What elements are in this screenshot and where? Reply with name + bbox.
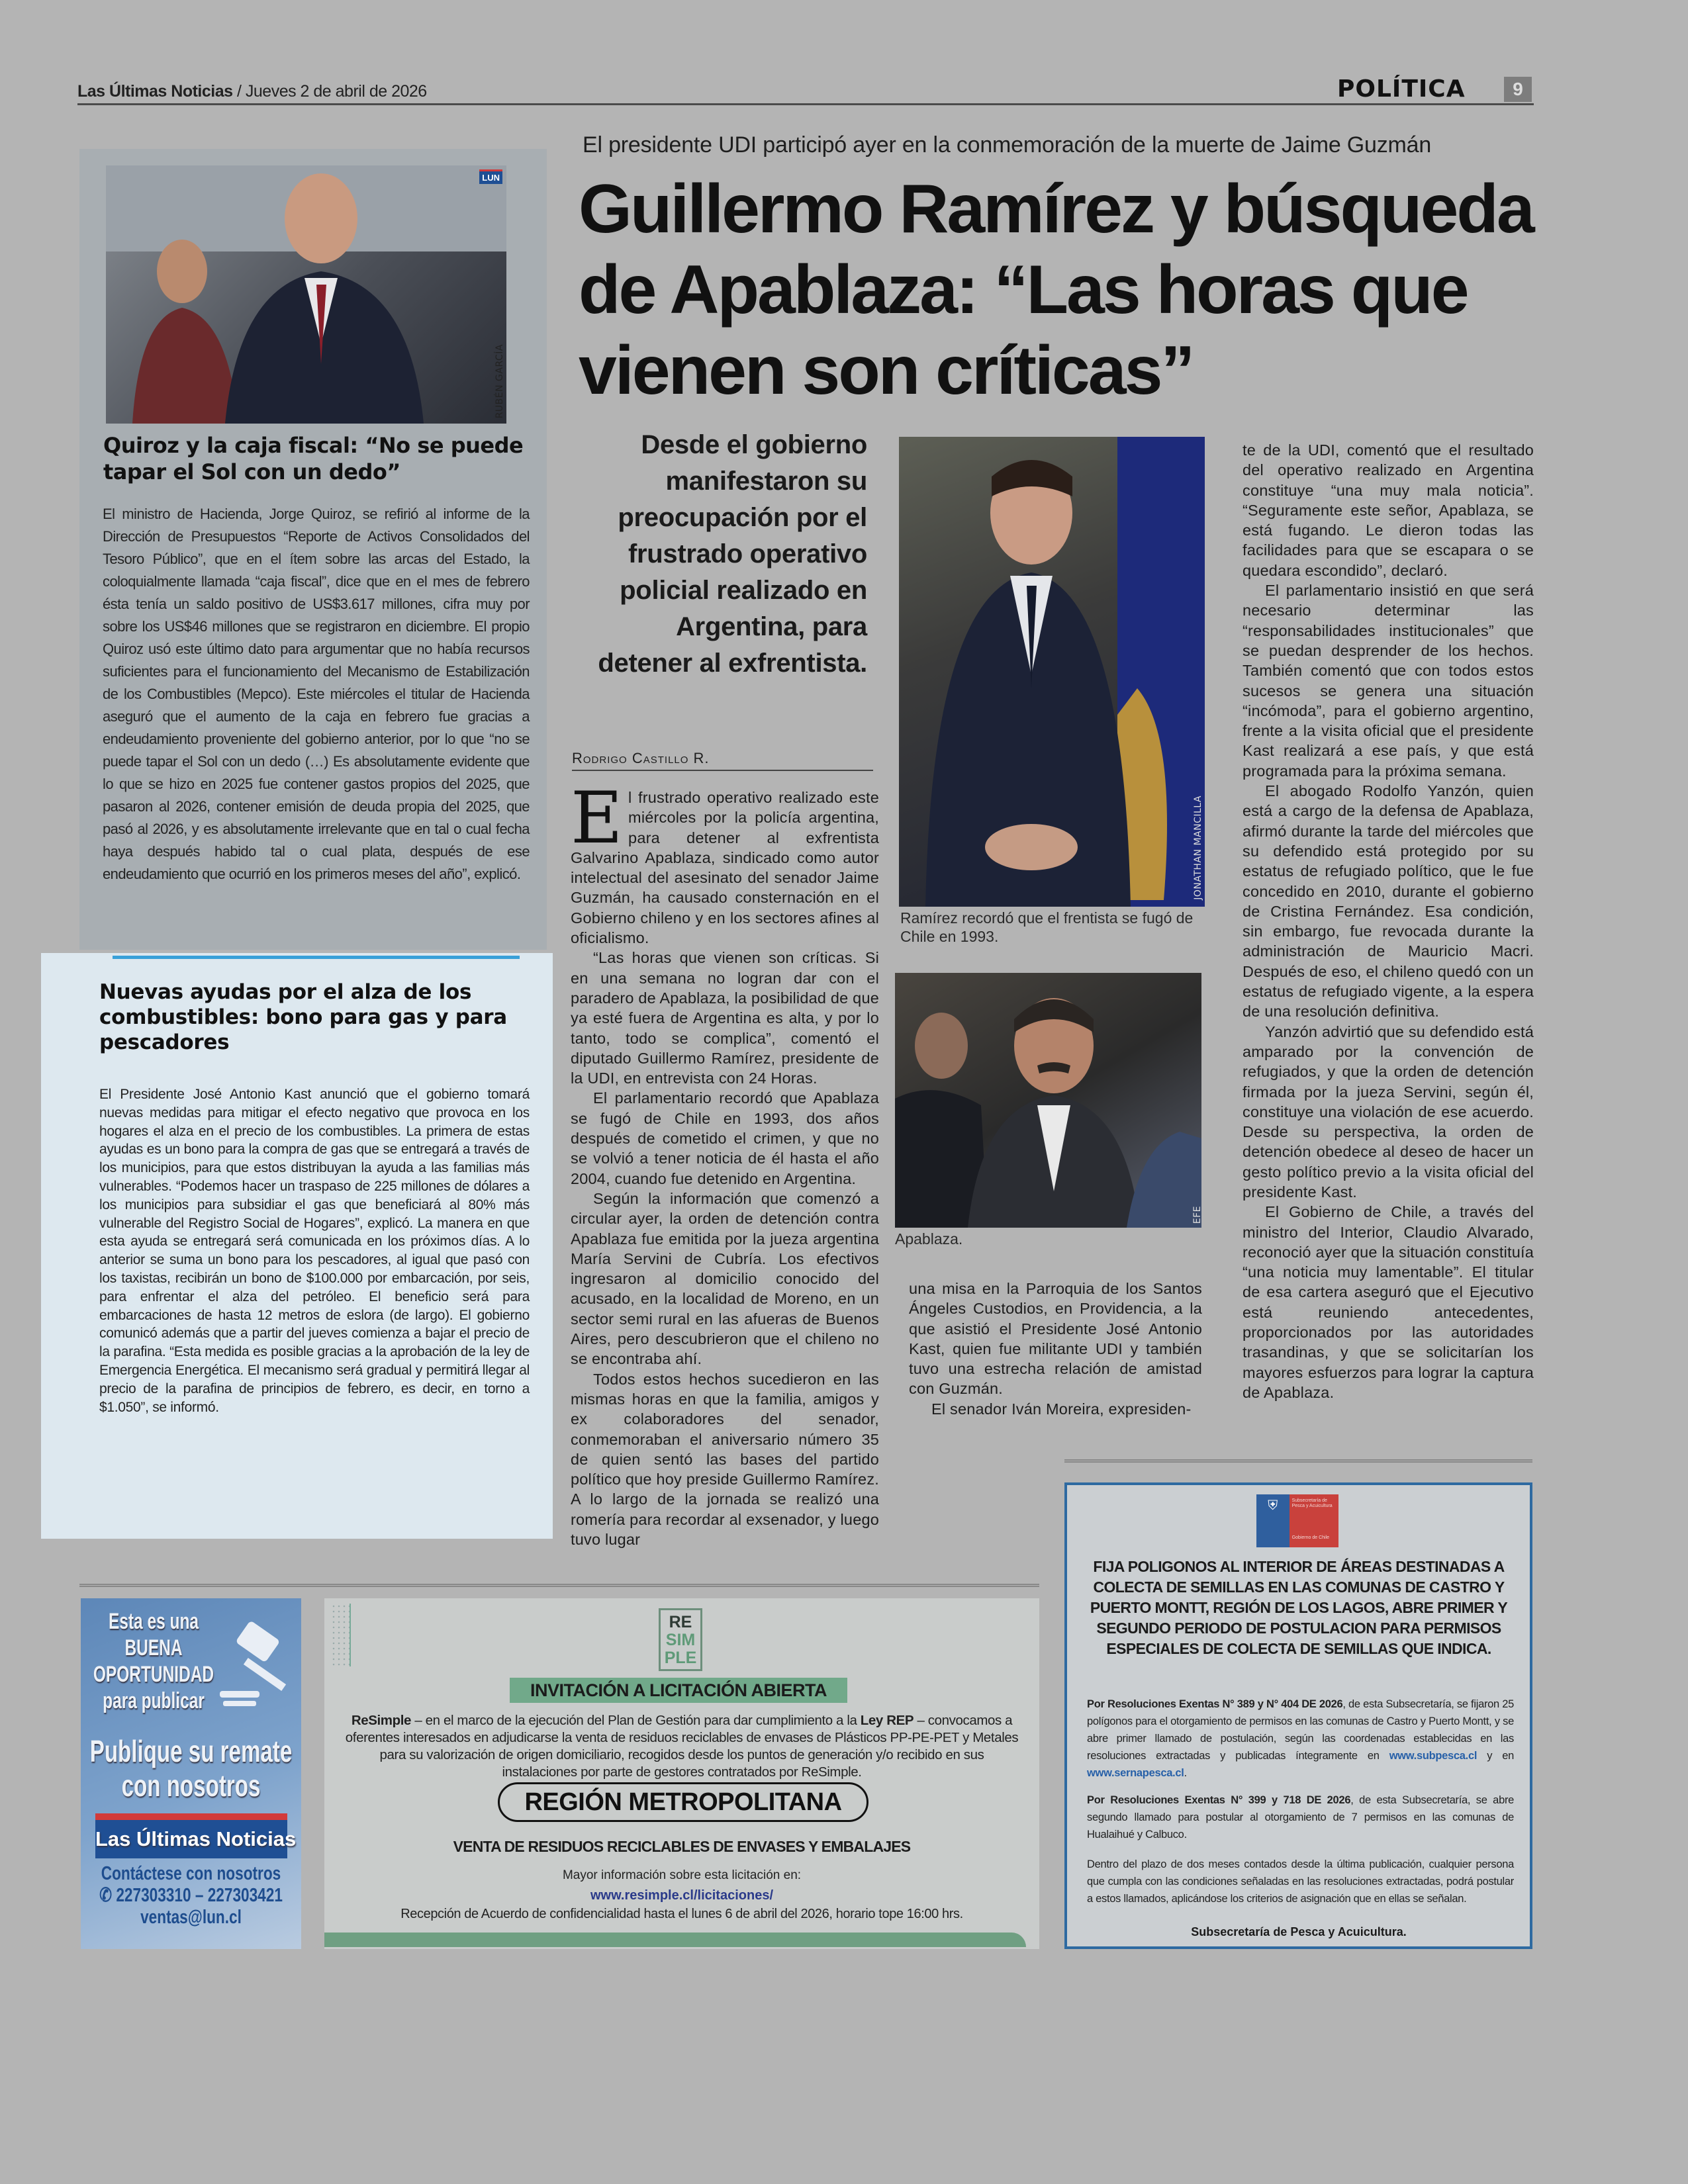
law-name: Ley REP [860, 1713, 914, 1728]
page-number: 9 [1504, 77, 1532, 102]
ad-line: para publicar [103, 1688, 205, 1713]
body-text: – convocamos a oferentes interesados en adjudicarse la venta de residuos reciclables de envases de Plásticos PP-PE-PET y Metales para su valorización de origen domiciliario, recogidos desde los puntos de generación y/o recibido en sus instalaciones por parte de gestores contratados por ReSimple. [345, 1713, 1019, 1780]
photo-credit: RUBÉN GARCÍA [494, 343, 505, 418]
sidebar-title: Quiroz y la caja fiscal: “No se puede tapar el Sol con un dedo” [103, 433, 524, 484]
article-paragraph: El parlamentario insistió en que será necesario determinar las “responsabilidades institucionales” que se puedan desprender de los hechos. También comentó que con todos estos sucesos se genera una situación “incómoda”, para el gobierno argentino, frente a la visita oficial que el presidente Kast realizará a ese país, y que está programada para la próxima semana. [1243, 582, 1534, 780]
paragraph-text: l frustrado operativo realizado este miércoles por la policía argentina, para detener al exfrentista Galvarino Apablaza, sindicado como autor intelectual del asesinato del senador Jaime Guzmán, ha causado consternación en el Gobierno chileno y en los sectores afines al oficialismo. [571, 789, 879, 947]
lun-brand-bar: Las Últimas Noticias [95, 1813, 287, 1858]
article-column-2 [909, 1279, 1202, 1419]
paragraph-text: , de esta Subsecretaría, se fijaron 25 polígonos para el otorgamiento de permisos en las comunas de Castro y Puerto Montt, y se abre primer llamado de postulación, según las coordenadas establecidas en las resoluciones extractadas y publicadas íntegramente en [1087, 1698, 1514, 1762]
article-paragraph: “Las horas que vienen son críticas. Si en una semana no logran dar con el paradero de Apablaza, la posibilidad de que ya esté fuera de Argentina es alta, y por lo tanto, todo se complica”, comentó el diputado Guillermo Ramírez, presidente de la UDI, en entrevista con 24 Horas. [571, 949, 879, 1087]
ad-copy [68, 1608, 240, 1714]
phone-icon: ✆ [99, 1885, 113, 1906]
logo-text: SIM [665, 1631, 696, 1649]
quiroz-photo-illustration [106, 165, 506, 424]
article-paragraph: El senador Iván Moreira, expresiden- [931, 1400, 1192, 1418]
logo-text: RE [669, 1613, 692, 1631]
article-byline: Rodrigo Castillo R. [572, 750, 873, 771]
drop-cap: E [571, 777, 624, 860]
logo-footer: Gobierno de Chile [1291, 1535, 1330, 1540]
photo-credit: JONATHAN MANCILLA [1193, 796, 1203, 900]
photo-caption: Apablaza. [895, 1230, 963, 1248]
contact-phones [82, 1885, 301, 1907]
logo-text: PLE [664, 1649, 697, 1667]
article-paragraph: El abogado Rodolfo Yanzón, quien está a cargo de la defensa de Apablaza, afirmó durante la tarde del miércoles que su defendido está protegido por su estatus de refugiado político, que le fue concedido en 2010, durante el gobierno de Cristina Fernández. Esa condición, sin embargo, fue revocada durante la administración de Mauricio Macri. Después de eso, el chileno quedó con un estatus de refugiado vigente, a la espera de una resolución definitiva. [1243, 782, 1534, 1021]
sidebar-combustibles [41, 953, 553, 1539]
more-info-label: Mayor información sobre esta licitación en: [562, 1868, 802, 1882]
paragraph-text: . [1184, 1767, 1187, 1779]
article-paragraph: Todos estos hechos sucedieron en las mismas horas en que la familia, amigos y ex colaboradores del senador, conmemoraban el aniversario número 35 de quien sentó las bases del partido político que hoy preside Guillermo Ramírez. A lo largo de la jornada se realizó una romería para recordar al exsenador, y luego tuvo lugar [571, 1370, 879, 1548]
ramirez-photo [899, 437, 1205, 907]
contact-email[interactable]: ventas@lun.cl [140, 1907, 242, 1928]
tender-banner: INVITACIÓN A LICITACIÓN ABIERTA [510, 1678, 847, 1703]
ramirez-photo-illustration [899, 437, 1205, 907]
notice-signature: Subsecretaría de Pesca y Acuicultura. [1191, 1925, 1407, 1938]
sidebar-body: El ministro de Hacienda, Jorge Quiroz, se refirió al informe de la Dirección de Presupuestos “Reporte de Activos Consolidados del Tesoro Público”, que en el ítem sobre las arcas del Estado, la coloquialmente llamada “caja fiscal”, dice que en el mes de febrero ésta tenía un saldo positivo de US$3.617 millones, cifra muy por sobre los US$46 millones que se registraron en diciembre. El propio Quiroz usó este último dato para argumentar que no había recursos suficientes para el funcionamiento del Mecanismo de Estabilización de los Combustibles (Mepco). Este miércoles el titular de Hacienda aseguró que el aumento de la caja en febrero fue gracias a endeudamiento proveniente del gobierno anterior, por lo que “no se puede tapar el Sol con un dedo (…) Es absolutamente evidente que lo que se hizo en 2025 fue contener gastos propios del 2025, que pasaron al 2026, contener emisión de deuda propia del 2025, que pasó al 2026, y es absolutamente irrelevante que en tal o cual fecha haya después habido tal o cual plata, después de ese endeudamiento que ocurrió en los primeros meses del año”, explicó. [103, 506, 530, 882]
article-paragraph: una misa en la Parroquia de los Santos Ángeles Custodios, en Providencia, a la que asistió el Presidente José Antonio Kast, quien fue militante UDI y también tuvo una estrecha relación de amistad con Guzmán. [909, 1280, 1202, 1398]
header-rule [77, 103, 1534, 105]
notice-paragraph [1087, 1792, 1514, 1843]
ad-line: Esta es una [108, 1609, 199, 1634]
sidebar-title: Nuevas ayudas por el alza de los combustibles: bono para gas y para pescadores [99, 980, 507, 1054]
article-paragraph: Según la información que comenzó a circular ayer, la orden de detención contra Apablaza fue emitida por la jueza argentina María Servini de Cubría. Los efectivos ingresaron al domicilio conocido del acusado, en la localidad de Moreno, en un sector semi rural en las afueras de Buenos Aires, pero descubrieron que el chileno no se encontraba ahí. [571, 1189, 879, 1368]
article-paragraph: El Gobierno de Chile, a través del ministro del Interior, Claudio Alvarado, reconoció ayer que la situación constituía “una noticia muy lamentable”. El titular de esa cartera aseguró que el Ejecutivo está reuniendo antecedentes, proporcionados por las autoridades trasandinas, y que se solicitarían los mayores esfuerzos para lograr la captura de Apablaza. [1243, 1203, 1534, 1401]
paper-name: Las Últimas Noticias [77, 82, 233, 101]
ad-headline [37, 1734, 345, 1803]
decorative-dots [331, 1604, 351, 1666]
article-kicker: El presidente UDI participó ayer en la conmemoración de la muerte de Jaime Guzmán [583, 132, 1432, 158]
apablaza-photo [895, 973, 1201, 1228]
page-header-dateline [77, 82, 427, 101]
logo-text [1289, 1494, 1338, 1547]
photo-caption: Ramírez recordó que el frentista se fugó de Chile en 1993. [900, 909, 1194, 945]
headline-line: Guillermo Ramírez y búsqueda [579, 171, 1533, 248]
headline-line: vienen son críticas” [579, 332, 1194, 409]
headline-line: de Apablaza: “Las horas que [579, 251, 1468, 328]
lun-remates-ad[interactable] [81, 1598, 301, 1949]
article-column-3 [1243, 440, 1534, 1402]
lun-photo-badge: LUN [479, 169, 502, 184]
divider [1064, 1459, 1532, 1463]
paragraph-text: y en [1477, 1750, 1514, 1762]
article-column-1 [571, 777, 879, 1549]
article-paragraph: Yanzón advirtió que su defendido está amparado por la convención de refugiados, y que la orden de detención firmada por la jueza Servini, según él, constituye una violación de ese acuerdo. Desde su perspectiva, la orden de detención obedece al deseo de hacer un gesto político previo a la visita oficial del presidente Kast. [1243, 1023, 1534, 1201]
resimple-logo [659, 1608, 702, 1671]
tender-link[interactable]: www.resimple.cl/licitaciones/ [590, 1888, 774, 1903]
phone-numbers: 227303310 – 227303421 [116, 1885, 283, 1906]
photo-credit: EFE [1192, 1205, 1203, 1224]
region-label: REGIÓN METROPOLITANA [498, 1782, 868, 1822]
subpesca-link[interactable]: www.subpesca.cl [1389, 1750, 1477, 1762]
divider [79, 1584, 1039, 1587]
notice-title: FIJA POLIGONOS AL INTERIOR DE ÁREAS DESTINADAS A COLECTA DE SEMILLAS EN LAS COMUNAS DE CASTRO Y PUERTO MONTT, REGIÓN DE LOS LAGOS, ABRE PRIMER Y SEGUNDO PERIODO DE POSTULACION PARA PERMISOS ESPECIALES DE COLECTA DE SEMILLAS QUE INDICA. [1090, 1558, 1508, 1657]
paragraph-text: , de esta Subsecretaría, se abre segundo llamado para postular al otorgamiento de 7 permisos en las comunas de Hualaihué y Calbuco. [1087, 1794, 1515, 1841]
ad-line: OPORTUNIDAD [93, 1662, 214, 1687]
tender-body [344, 1712, 1019, 1781]
decorative-green-bar [324, 1933, 1026, 1947]
quiroz-photo [106, 165, 506, 424]
section-label: POLÍTICA [1337, 75, 1466, 103]
issue-date: Jueves 2 de abril de 2026 [245, 82, 427, 101]
article-paragraph [571, 777, 879, 948]
separator: / [236, 82, 242, 101]
logo-agency: Subsecretaría de Pesca y Acuicultura [1291, 1498, 1333, 1508]
article-paragraph: te de la UDI, comentó que el resultado del operativo realizado en Argentina constituye “una muy mala noticia”. “Seguramente este señor, Apablaza, se está fugando. Le dieron todas las facilidades para que se escapara o se quedara escondido”, declaró. [1243, 441, 1534, 579]
ad-contact [51, 1863, 331, 1929]
resolution-ref: Por Resoluciones Exentas N° 389 y N° 404 DE 2026 [1087, 1698, 1343, 1710]
article-paragraph: El parlamentario recordó que Apablaza se fugó de Chile en 1993, dos años después de cometido el crimen, y que no se volvió a tener noticia de él hasta el año 2004, cuando fue detenido en Argentina. [571, 1089, 879, 1187]
resolution-ref: Por Resoluciones Exentas N° 399 y 718 DE 2026 [1087, 1794, 1351, 1806]
brand-name: ReSimple [351, 1713, 412, 1728]
apablaza-photo-illustration [895, 973, 1201, 1228]
ad-line: Publique su remate [89, 1734, 293, 1768]
government-logo [1256, 1494, 1338, 1547]
sale-subtitle: VENTA DE RESIDUOS RECICLABLES DE ENVASES Y EMBALAJES [453, 1838, 911, 1855]
subpesca-notice-ad [1064, 1482, 1532, 1949]
ad-line: BUENA [124, 1635, 183, 1661]
reception-deadline: Recepción de Acuerdo de confidencialidad hasta el lunes 6 de abril del 2026, horario tope 16:00 hrs. [400, 1907, 963, 1921]
body-text: – en el marco de la ejecución del Plan de Gestión para dar cumplimiento a la [411, 1713, 861, 1728]
ad-line: con nosotros [121, 1768, 261, 1803]
contact-label: Contáctese con nosotros [101, 1863, 281, 1884]
sernapesca-link[interactable]: www.sernapesca.cl [1087, 1767, 1184, 1779]
notice-paragraph: Dentro del plazo de dos meses contados desde la última publicación, cualquier persona que cumpla con las condiciones señaladas en las resoluciones extractadas, podrá postular a estos llamados, aplicándose los criterios de asignación que en ellas se señalan. [1087, 1858, 1514, 1905]
coat-of-arms-icon: ⛨ [1256, 1494, 1289, 1547]
sidebar-body: El Presidente José Antonio Kast anunció que el gobierno tomará nuevas medidas para mitigar el efecto negativo que provoca en los hogares el alza en el precio de los combustibles. La primera de estas ayudas es un bono para la compra de gas que se entregará a través de los municipios, para que estos distribuyan la ayuda a las familias más vulnerables. “Podemos hacer un traspaso de 225 millones de dólares a los municipios para subsidiar el gas que beneficiará al 80% más vulnerable del Registro Social de Hogares”, explicó. La manera en que esta ayuda se entregará será comunicada en los próximos días. A lo anterior se suma un bono para los pescadores, al igual que pasó con los taxistas, recibirán un bono de $100.000 por embarcación, por seis, para enfrentar el alza del petróleo. El beneficio será para embarcaciones de hasta 12 metros de eslora (de largo). El gobierno comunicó además que a partir del jueves comienza a bajar el precio de la parafina. “Esta medida es posible gracias a la aprobación de la ley de Emergencia Energética. El mecanismo será gradual y permitirá llegar al precio de la parafina de principios de febrero, es decir, en torno a $1.050”, se informó. [99, 1087, 530, 1415]
article-headline [579, 169, 1533, 411]
article-deck: Desde el gobierno manifestaron su preocupación por el frustrado operativo policial realizado en Argentina, para detener al exfrentista. [598, 430, 867, 678]
resimple-tender-ad [324, 1598, 1039, 1949]
sidebar-accent-line [113, 956, 520, 959]
sidebar-quiroz [79, 149, 547, 950]
notice-paragraph [1087, 1696, 1514, 1782]
